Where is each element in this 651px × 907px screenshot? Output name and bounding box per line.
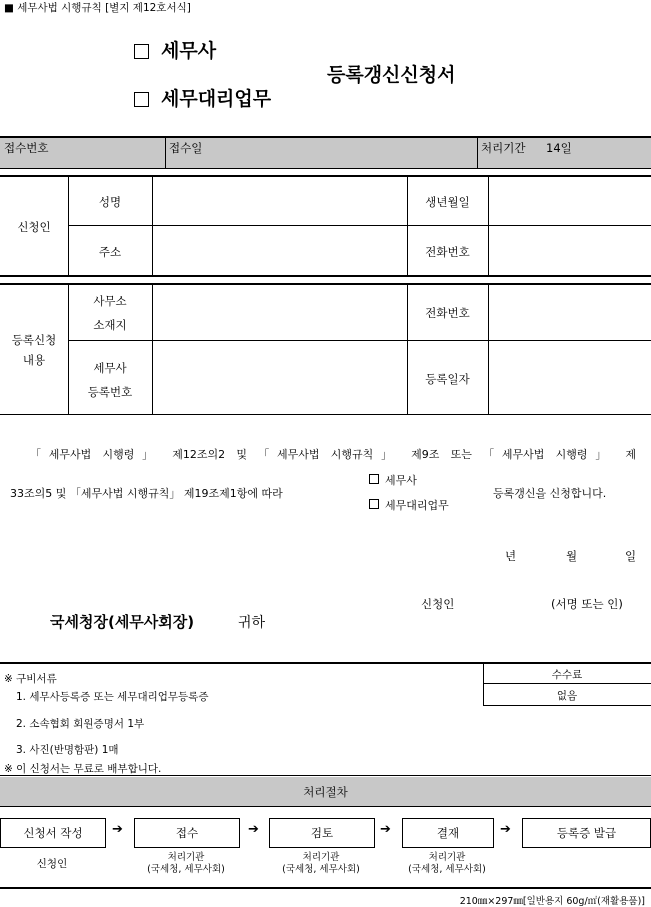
processing-period-label: 처리기간 <box>481 141 526 155</box>
free-distribution-note: ※ 이 신청서는 무료로 배부합니다. <box>4 763 162 775</box>
checkbox-tax-accountant[interactable] <box>134 44 149 59</box>
applicant-section-label: 신청인 <box>17 220 51 234</box>
title-option-tax-accountant <box>134 36 216 63</box>
docs-item-3: 3. 사진(반명함판) 1매 <box>16 744 119 756</box>
statement-option-tax-agency <box>369 497 449 513</box>
checkbox-tax-agency[interactable] <box>134 92 149 107</box>
arrow-right-icon: ➔ <box>112 822 123 837</box>
office-phone-input[interactable] <box>489 285 651 339</box>
docs-item-1: 1. 세무사등록증 또는 세무대리업무등록증 <box>16 691 209 703</box>
actor-agency-approval: 처리기관 (국세청, 세무사회) <box>408 852 486 875</box>
actor-agency-receipt: 처리기관 (국세청, 세무사회) <box>147 852 225 875</box>
arrow-right-icon: ➔ <box>380 822 391 837</box>
regno-label-2: 등록번호 <box>87 385 133 399</box>
regdate-label: 등록일자 <box>425 372 470 386</box>
arrow-right-icon: ➔ <box>248 822 259 837</box>
date-month: 월 <box>566 549 578 563</box>
statement-checkbox-tax-accountant[interactable] <box>369 474 379 484</box>
actor-agency-review: 처리기관 (국세청, 세무사회) <box>282 852 360 875</box>
address-input[interactable] <box>153 226 406 274</box>
title-option2-label: 세무대리업무 <box>161 88 272 110</box>
regno-label-1: 세무사 <box>93 361 127 375</box>
address-label: 주소 <box>98 245 122 259</box>
addressee-suffix: 귀하 <box>238 615 266 631</box>
receipt-number-label: 접수번호 <box>4 141 49 155</box>
date-year: 년 <box>505 549 517 563</box>
arrow-right-icon: ➔ <box>500 822 511 837</box>
signature-placeholder: (서명 또는 인) <box>551 597 623 611</box>
birthdate-input[interactable] <box>489 177 651 224</box>
statement-option-tax-accountant <box>369 472 417 488</box>
name-label: 성명 <box>98 195 122 209</box>
phone-input[interactable] <box>489 226 651 274</box>
statement-option1-label: 세무사 <box>385 474 417 487</box>
docs-item-2: 2. 소속협회 회원증명서 1부 <box>16 718 145 730</box>
name-input[interactable] <box>153 177 406 224</box>
step-receipt: 접수 <box>134 818 240 848</box>
processing-period-value: 14일 <box>546 141 572 155</box>
phone-label: 전화번호 <box>425 245 470 259</box>
birthdate-label: 생년월일 <box>425 195 470 209</box>
fee-value: 없음 <box>556 690 578 702</box>
statement-option2-label: 세무대리업무 <box>385 499 449 512</box>
receipt-date-label: 접수일 <box>169 141 203 155</box>
form-title: 등록갱신신청서 <box>327 64 456 86</box>
actor-applicant: 신청인 <box>36 858 68 870</box>
office-label-1: 사무소 <box>93 294 127 308</box>
step-write-application: 신청서 작성 <box>0 818 106 848</box>
statement-line2-left: 33조의5 및 「세무사법 시행규칙」 제19조제1항에 따라 <box>10 487 283 500</box>
statement-line1: 「세무사법 시행령」 제12조의2 및 「세무사법 시행규칙」 제9조 또는 「세무사법 시행령」 제 <box>30 448 636 461</box>
step-review: 검토 <box>269 818 375 848</box>
office-phone-label: 전화번호 <box>425 306 470 320</box>
step-approval: 결재 <box>402 818 494 848</box>
regno-input[interactable] <box>153 341 406 413</box>
title-option-tax-agency <box>134 84 271 111</box>
statement-line2-right: 등록갱신을 신청합니다. <box>493 487 607 500</box>
registration-section-label-1: 등록신청 <box>11 333 57 347</box>
docs-heading: ※ 구비서류 <box>4 673 57 685</box>
process-heading: 처리절차 <box>303 785 348 799</box>
regdate-input[interactable] <box>489 341 651 413</box>
paper-spec-footer: 210㎜×297㎜[일반용지 60g/㎡(재활용품)] <box>459 896 645 907</box>
office-label-2: 소재지 <box>93 318 127 332</box>
form-number-note: ■ 세무사법 시행규칙 [별지 제12호서식] <box>4 2 191 14</box>
title-option1-label: 세무사 <box>161 40 217 62</box>
statement-checkbox-tax-agency[interactable] <box>369 499 379 509</box>
signer-label: 신청인 <box>421 597 455 611</box>
registration-section-label-2: 내용 <box>22 353 46 367</box>
office-address-input[interactable] <box>153 285 406 339</box>
date-day: 일 <box>625 549 637 563</box>
addressee-name: 국세청장(세무사회장) <box>50 613 195 631</box>
fee-label: 수수료 <box>551 669 583 681</box>
step-issue-certificate: 등록증 발급 <box>522 818 651 848</box>
